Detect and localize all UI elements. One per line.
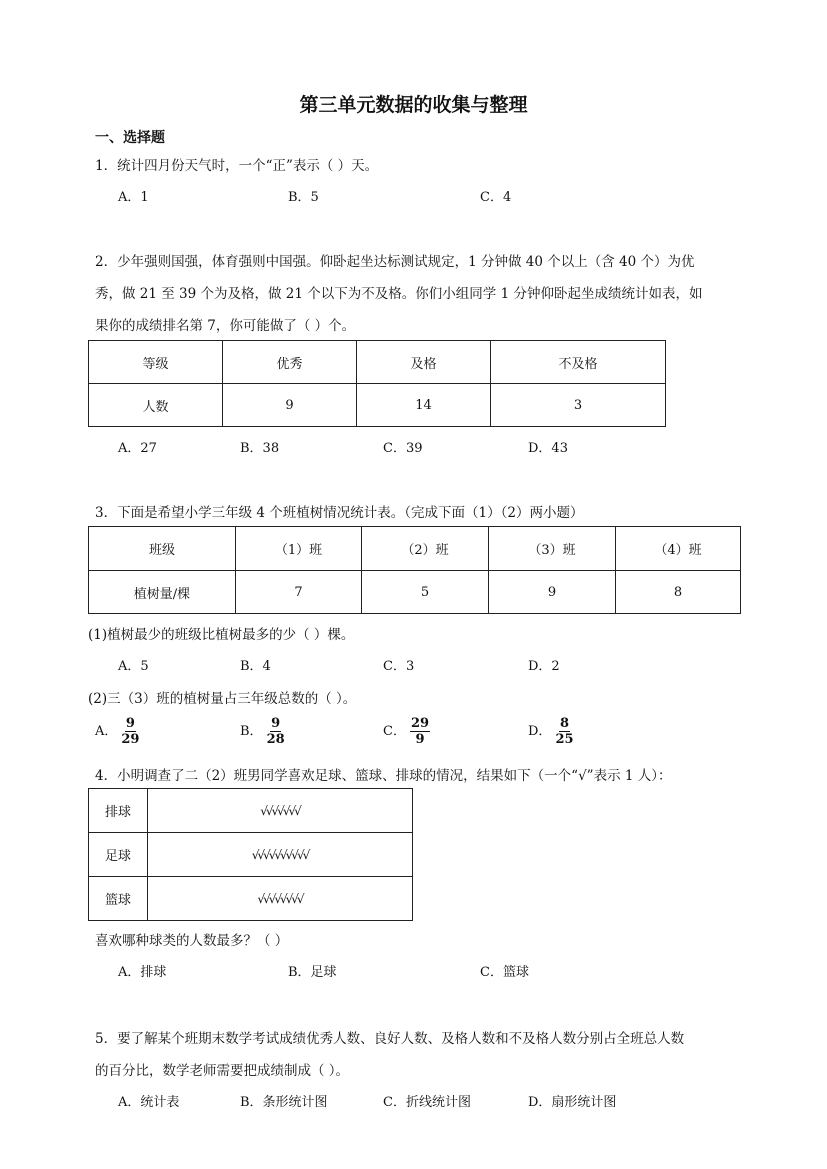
table-header-cell: （2）班 <box>362 527 489 571</box>
table-cell: 8 <box>616 571 741 614</box>
question-5-option-c: C．折线统计图 <box>383 1095 471 1110</box>
table-header-cell: （3）班 <box>489 527 616 571</box>
question-2-option-b: B．38 <box>240 441 280 456</box>
table-cell: 人数 <box>89 384 223 427</box>
table-cell: 9 <box>489 571 616 614</box>
table-cell-marks: √√√√√√√ <box>148 789 413 833</box>
question-5-option-a: A．统计表 <box>118 1095 180 1110</box>
question-1-option-a: A．1 <box>118 190 149 205</box>
question-5-line-1: 5．要了解某个班期末数学考试成绩优秀人数、良好人数、及格人数和不及格人数分别占全班总人数 <box>95 1031 685 1047</box>
table-cell: 9 <box>223 384 357 427</box>
question-2-line-2: 秀，做 21 至 39 个为及格，做 21 个以下为不及格。你们小组同学 1 分钟仰卧起坐成绩统计如表，如 <box>95 286 703 302</box>
question-3-table <box>88 526 741 614</box>
option-label: A． <box>95 724 118 739</box>
question-2-table <box>88 340 666 427</box>
table-cell-sport: 排球 <box>89 789 148 833</box>
table-cell-sport: 篮球 <box>89 877 148 921</box>
question-3-sub-2-option-a <box>95 716 139 747</box>
question-1-text: 1．统计四月份天气时，一个“正”表示（ ）天。 <box>95 158 379 174</box>
fraction <box>121 716 139 747</box>
table-cell: 7 <box>236 571 362 614</box>
question-4-table <box>88 788 413 921</box>
page-title: 第三单元数据的收集与整理 <box>299 94 528 116</box>
option-label: D． <box>528 724 552 739</box>
table-cell-sport: 足球 <box>89 833 148 877</box>
question-1-option-b: B．5 <box>288 190 319 205</box>
table-header-cell: 等级 <box>89 341 223 384</box>
option-label: B． <box>240 724 263 739</box>
table-header-cell: （4）班 <box>616 527 741 571</box>
question-3-sub-2-text: (2)三（3）班的植树量占三年级总数的（ ）。 <box>88 691 357 707</box>
question-3-sub-1-text: (1)植树最少的班级比植树最多的少（ ）棵。 <box>88 627 355 643</box>
question-5-line-2: 的百分比，数学老师需要把成绩制成（ ）。 <box>95 1063 350 1079</box>
fraction-numerator: 8 <box>559 716 569 731</box>
question-3-sub-2-option-c <box>383 716 430 747</box>
table-cell-marks: √√√√√√√√ <box>148 877 413 921</box>
table-cell: 5 <box>362 571 489 614</box>
table-cell: 3 <box>491 384 666 427</box>
table-header-cell: 班级 <box>89 527 236 571</box>
fraction-numerator: 29 <box>410 716 430 731</box>
table-cell-marks: √√√√√√√√√√ <box>148 833 413 877</box>
question-2-option-c: C．39 <box>383 441 423 456</box>
question-5-option-b: B．条形统计图 <box>240 1095 328 1110</box>
question-2-line-3: 果你的成绩排名第 7，你可能做了（ ）个。 <box>95 318 356 334</box>
table-header-cell: （1）班 <box>236 527 362 571</box>
fraction-denominator: 25 <box>555 732 574 747</box>
fraction-denominator: 28 <box>266 732 285 747</box>
table-cell: 植树量/棵 <box>89 571 236 614</box>
fraction-numerator: 9 <box>271 716 281 731</box>
section-heading: 一、选择题 <box>95 130 165 146</box>
question-1-option-c: C．4 <box>480 190 512 205</box>
question-3-sub-2-option-d <box>528 716 574 747</box>
fraction <box>410 716 430 747</box>
table-header-cell: 不及格 <box>491 341 666 384</box>
question-4-option-b: B．足球 <box>288 965 337 980</box>
question-3-sub-1-option-a: A．5 <box>118 659 149 674</box>
fraction <box>267 716 285 747</box>
table-header-cell: 及格 <box>357 341 491 384</box>
question-3-sub-1-option-d: D．2 <box>528 659 560 674</box>
question-2-option-a: A．27 <box>118 441 157 456</box>
question-4-option-a: A．排球 <box>118 965 167 980</box>
question-4-option-c: C．篮球 <box>480 965 529 980</box>
question-4-text: 4．小明调查了二（2）班男同学喜欢足球、篮球、排球的情况，结果如下（一个“√”表示 1 人）： <box>95 768 672 784</box>
question-3-sub-1-option-c: C．3 <box>383 659 415 674</box>
fraction-denominator: 29 <box>121 732 140 747</box>
fraction-denominator: 9 <box>415 732 425 747</box>
question-2-line-1: 2．少年强则国强，体育强则中国强。仰卧起坐达标测试规定，1 分钟做 40 个以上（含 40 个）为优 <box>95 254 695 270</box>
option-label: C． <box>383 724 406 739</box>
question-3-sub-1-option-b: B．4 <box>240 659 271 674</box>
table-header-cell: 优秀 <box>223 341 357 384</box>
fraction-numerator: 9 <box>125 716 135 731</box>
question-4-question: 喜欢哪种球类的人数最多？（ ） <box>95 933 289 949</box>
question-3-sub-2-option-b <box>240 716 285 747</box>
question-3-text: 3．下面是希望小学三年级 4 个班植树情况统计表。（完成下面（1）（2）两小题） <box>95 505 584 521</box>
fraction <box>555 716 573 747</box>
question-5-option-d: D．扇形统计图 <box>528 1095 617 1110</box>
question-2-option-d: D．43 <box>528 441 568 456</box>
table-cell: 14 <box>357 384 491 427</box>
